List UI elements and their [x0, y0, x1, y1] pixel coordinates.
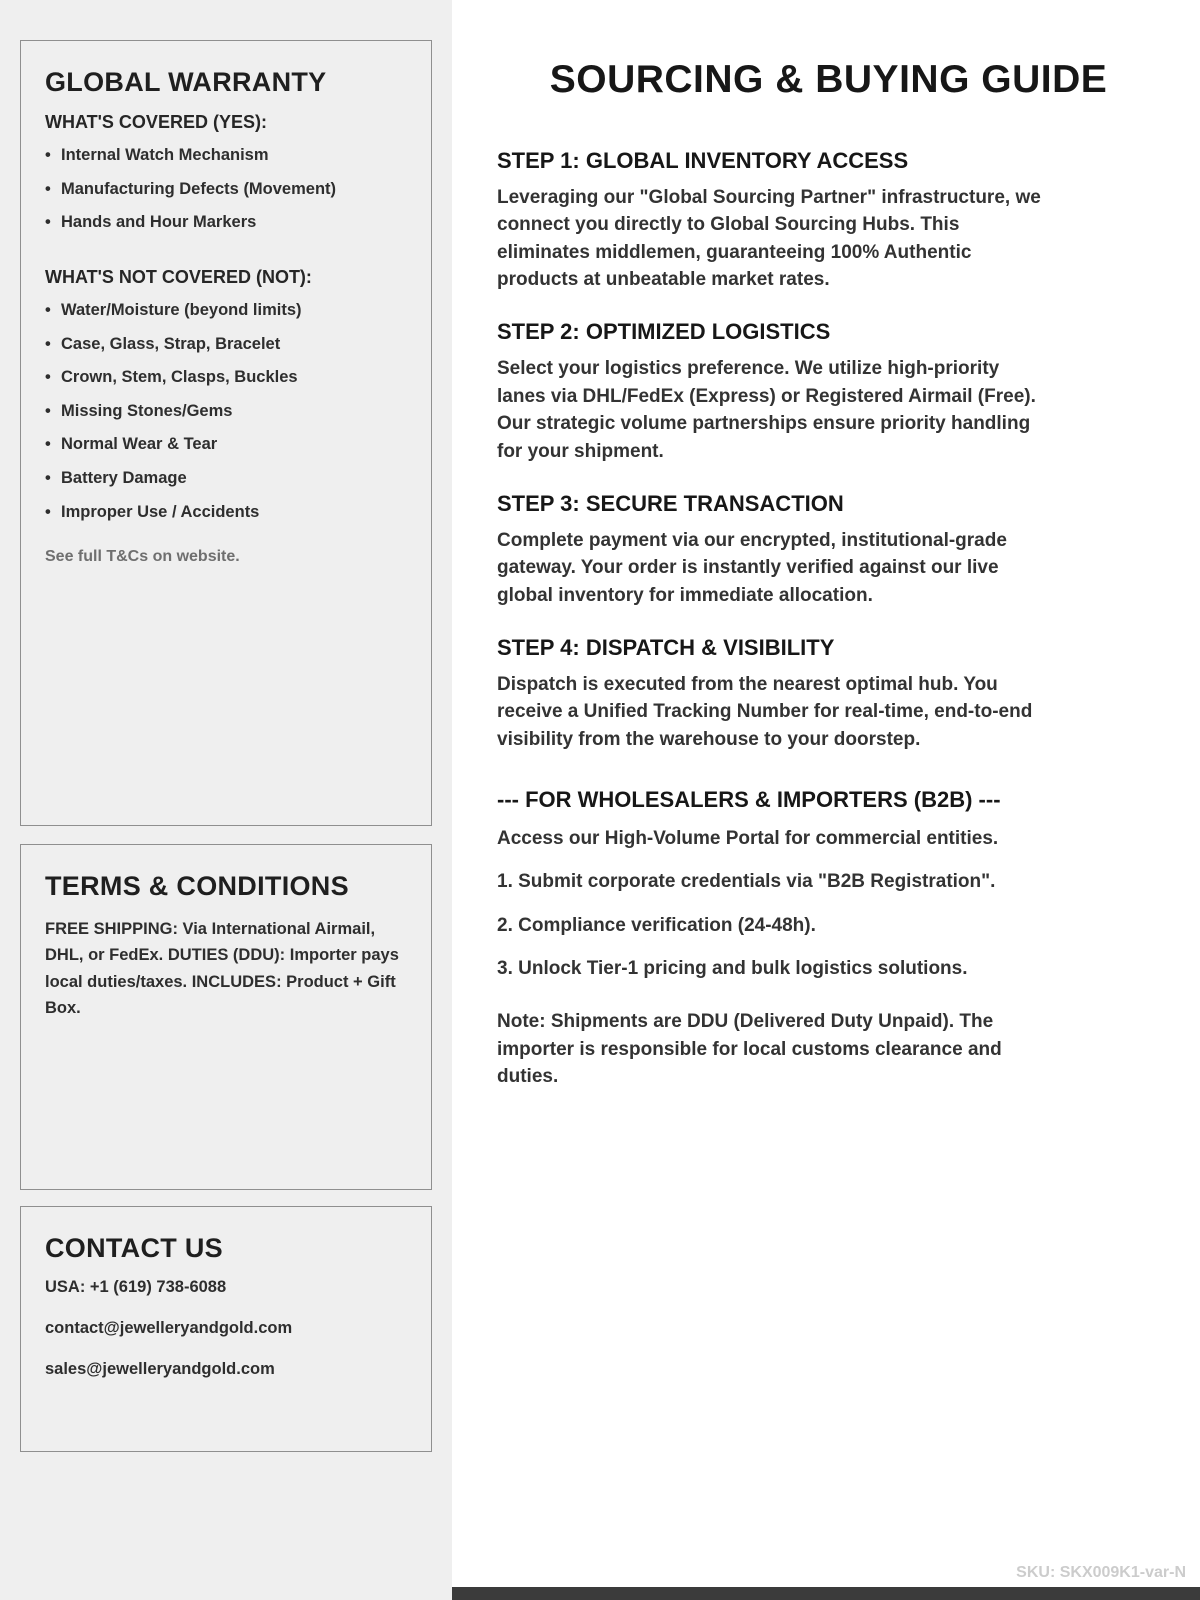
- step-heading: STEP 4: DISPATCH & VISIBILITY: [497, 634, 835, 660]
- warranty-title: GLOBAL WARRANTY: [45, 67, 327, 97]
- step-body: Complete payment via our encrypted, institutional-grade gateway. Your order is instantly verified against our live global inventory for immediate allocation.: [497, 529, 1007, 606]
- list-item: • Case, Glass, Strap, Bracelet: [45, 334, 407, 355]
- b2b-note: Note: Shipments are DDU (Delivered Duty Unpaid). The importer is responsible for local customs clearance and duties.: [497, 1011, 1002, 1088]
- list-item: • Normal Wear & Tear: [45, 434, 407, 455]
- b2b-item: 3. Unlock Tier-1 pricing and bulk logistics solutions.: [497, 958, 968, 980]
- contact-email-primary: contact@jewelleryandgold.com: [45, 1319, 293, 1337]
- step-3: [497, 491, 1160, 609]
- list-item: • Internal Watch Mechanism: [45, 145, 407, 166]
- terms-title: TERMS & CONDITIONS: [45, 871, 349, 901]
- step-4: [497, 635, 1160, 753]
- list-item: • Missing Stones/Gems: [45, 401, 407, 422]
- step-heading: STEP 3: SECURE TRANSACTION: [497, 490, 844, 516]
- list-item: • Water/Moisture (beyond limits): [45, 300, 407, 321]
- sidebar: [0, 0, 452, 1600]
- contact-box: [20, 1206, 432, 1452]
- footer-bar: [452, 1587, 1200, 1600]
- not-covered-heading: WHAT'S NOT COVERED (NOT):: [45, 266, 312, 287]
- step-body: Select your logistics preference. We utilize high-priority lanes via DHL/FedEx (Express) or Registered Airmail (Free). Our strategic volume partnerships ensure priority handling for your shipment.: [497, 358, 1036, 462]
- step-heading: STEP 2: OPTIMIZED LOGISTICS: [497, 319, 831, 345]
- sku-label: SKU: SKX009K1-var-N: [1016, 1564, 1186, 1581]
- covered-list: [45, 145, 407, 233]
- b2b-item: 1. Submit corporate credentials via "B2B Registration".: [497, 871, 996, 893]
- list-item: • Hands and Hour Markers: [45, 212, 407, 233]
- list-item: • Battery Damage: [45, 468, 407, 489]
- list-item: • Improper Use / Accidents: [45, 502, 407, 523]
- step-1: [497, 148, 1160, 293]
- list-item: • Crown, Stem, Clasps, Buckles: [45, 367, 407, 388]
- step-body: Dispatch is executed from the nearest optimal hub. You receive a Unified Tracking Number for real-time, end-to-end visibility from the warehouse to your doorstep.: [497, 673, 1033, 750]
- b2b-heading: --- FOR WHOLESALERS & IMPORTERS (B2B) ---: [497, 787, 1001, 813]
- contact-title: CONTACT US: [45, 1233, 223, 1263]
- main-content: [452, 0, 1200, 1600]
- terms-box: [20, 844, 432, 1190]
- step-heading: STEP 1: GLOBAL INVENTORY ACCESS: [497, 148, 909, 173]
- not-covered-list: [45, 300, 407, 522]
- b2b-item: 2. Compliance verification (24-48h).: [497, 914, 816, 936]
- contact-phone: USA: +1 (619) 738-6088: [45, 1278, 227, 1296]
- b2b-section: [497, 787, 1160, 1091]
- step-body: Leveraging our "Global Sourcing Partner" infrastructure, we connect you directly to Global Sourcing Hubs. This eliminates middlemen, guaranteeing 100% Authentic products at unbeatable market rates.: [497, 187, 1041, 291]
- warranty-box: [20, 40, 432, 826]
- covered-heading: WHAT'S COVERED (YES):: [45, 112, 267, 132]
- contact-email-sales: sales@jewelleryandgold.com: [45, 1360, 275, 1378]
- page-title: SOURCING & BUYING GUIDE: [549, 58, 1108, 101]
- step-2: [497, 319, 1160, 464]
- warranty-footnote: See full T&Cs on website.: [45, 548, 240, 566]
- b2b-intro: Access our High-Volume Portal for commercial entities.: [497, 828, 999, 850]
- list-item: • Manufacturing Defects (Movement): [45, 179, 407, 200]
- terms-body: FREE SHIPPING: Via International Airmail, DHL, or FedEx. DUTIES (DDU): Importer pays local duties/taxes. INCLUDES: Product + Gift Box.: [45, 920, 399, 1018]
